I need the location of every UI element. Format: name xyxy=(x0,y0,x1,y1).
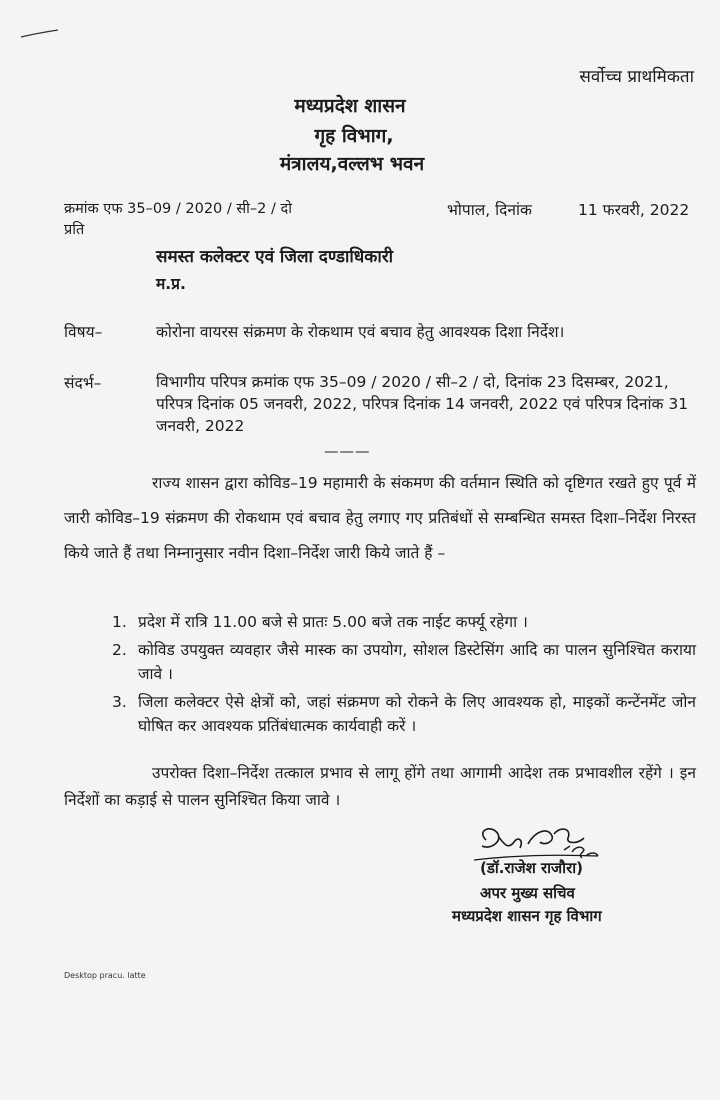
closing-paragraph: उपरोक्त दिशा–निर्देश तत्काल प्रभाव से लागू होंगे तथा आगामी आदेश तक प्रभावशील रहेंगे । इन निर्देशों का कड़ाई से पालन सुनिश्चित किया जावे । xyxy=(64,764,696,809)
to-label: प्रति xyxy=(64,222,85,238)
priority-label: सर्वोच्च प्राथमिकता xyxy=(579,67,694,87)
reference-label: संदर्भ– xyxy=(64,374,102,392)
list-item xyxy=(112,610,696,634)
list-item-number: 1. xyxy=(112,613,127,631)
body-paragraph: राज्य शासन द्वारा कोविड–19 महामारी के संकमण की वर्तमान स्थिति को दृष्टिगत रखते हुए पूर्व में जारी कोविड–19 संक्रमण की रोकथाम एवं बचाव हेतु लगाए गए प्रतिबंधों से सम्बन्धित समस्त दिशा–निर्देश निरस्त किये जाते हैं तथा निम्नानुसार नवीन दिशा–निर्देश जारी किये जाते हैं – xyxy=(64,474,696,562)
place-label: भोपाल, दिनांक xyxy=(447,201,532,219)
header-department: गृह विभाग, xyxy=(314,125,394,147)
issue-date: 11 फरवरी, 2022 xyxy=(578,201,690,219)
separator-dashes: ——— xyxy=(324,444,371,460)
list-item-number: 3. xyxy=(112,693,127,711)
signatory-department: मध्यप्रदेश शासन गृह विभाग xyxy=(452,907,602,925)
header-office: मंत्रालय,वल्लभ भवन xyxy=(279,153,425,175)
header-government: मध्यप्रदेश शासन xyxy=(294,95,406,117)
directives-list xyxy=(112,610,696,742)
reference-number: क्रमांक एफ 35–09 / 2020 / सी–2 / दो xyxy=(64,201,292,217)
addressee-line-1: समस्त कलेक्टर एवं जिला दण्डाधिकारी xyxy=(156,247,394,267)
subject-label: विषय– xyxy=(64,323,103,341)
signatory-name: (डॉ.राजेश राजौरा) xyxy=(480,859,583,877)
pen-stroke-mark xyxy=(20,28,60,40)
list-item-text: प्रदेश में रात्रि 11.00 बजे से प्रातः 5.00 बजे तक नाईट कर्फ्यू रहेगा । xyxy=(138,613,528,631)
addressee-line-2: म.प्र. xyxy=(156,275,186,293)
list-item-text: जिला कलेक्टर ऐसे क्षेत्रों को, जहां संक्रमण को रोकने के लिए आवश्यक हो, माइकों कन्टेंनमेंट जोन घोषित कर आवश्यक प्रतिंबंधात्मक कार्यवाही करें । xyxy=(138,693,696,735)
reference-text: विभागीय परिपत्र क्रमांक एफ 35–09 / 2020 / सी–2 / दो, दिनांक 23 दिसम्बर, 2021, परिपत्र दिनांक 05 जनवरी, 2022, परिपत्र दिनांक 14 जनवरी, 2022 एवं परिपत्र दिनांक 31 जनवरी, 2022 xyxy=(156,373,689,435)
list-item xyxy=(112,638,696,686)
list-item-number: 2. xyxy=(112,641,127,659)
subject-text: कोरोना वायरस संक्रमण के रोकथाम एवं बचाव हेतु आवश्यक दिशा निर्देश। xyxy=(156,323,565,341)
footer-note: Desktop pracu. latte xyxy=(64,971,146,980)
signatory-designation: अपर मुख्य सचिव xyxy=(480,884,575,902)
list-item-text: कोविड उपयुक्त व्यवहार जैसे मास्क का उपयोग, सोशल डिस्टेसिंग आदि का पालन सुनिश्चित कराया जावे । xyxy=(138,641,696,683)
list-item xyxy=(112,690,696,738)
